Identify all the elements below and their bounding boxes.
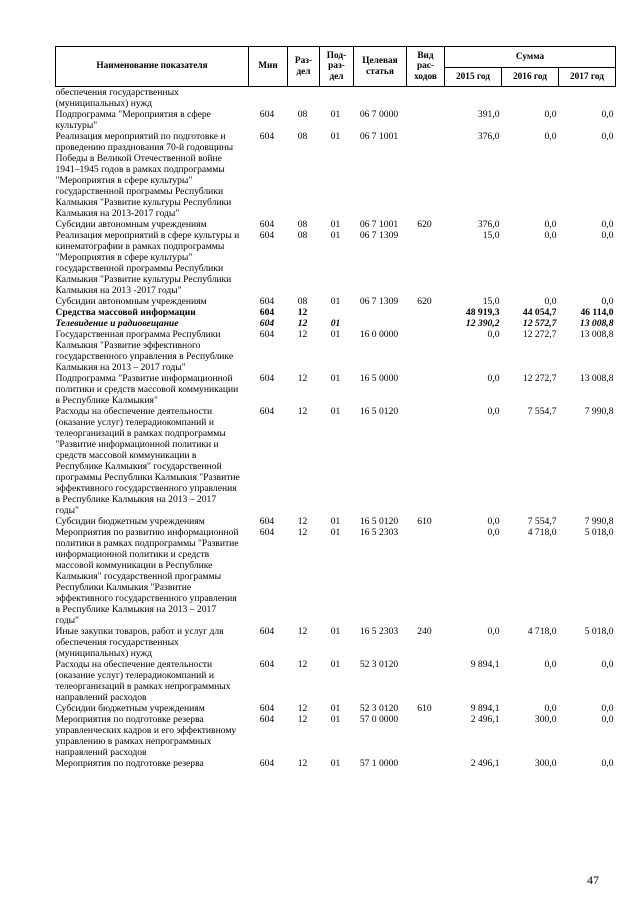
cell-2016: 0,0 <box>544 659 557 670</box>
cell-min: 604 <box>259 659 275 670</box>
cell-podrazdel: 01 <box>330 329 341 340</box>
cell-expense-type <box>407 527 445 626</box>
cell-name: обеспечения государственных (муниципальных) нужд <box>55 87 179 109</box>
cell-expense-type <box>407 87 445 110</box>
cell-2015 <box>445 87 502 110</box>
cell-razdel: 08 <box>297 131 308 142</box>
cell-podrazdel: 01 <box>330 758 341 769</box>
cell-min: 604 <box>259 714 275 725</box>
cell-podrazdel: 01 <box>330 296 341 307</box>
cell-2016: 4 718,0 <box>527 626 557 637</box>
cell-expense-type <box>407 406 445 516</box>
cell-2017: 46 114,0 <box>580 307 614 318</box>
cell-razdel: 08 <box>297 296 308 307</box>
cell-2016: 12 572,7 <box>522 318 557 329</box>
cell-podrazdel: 01 <box>330 714 341 725</box>
cell-expense-type <box>407 131 445 219</box>
cell-target-article: 16 5 0120 <box>359 406 399 417</box>
table-row <box>56 307 616 318</box>
header-podrazdel: Под- раз- дел <box>320 47 354 87</box>
cell-expense-type: 240 <box>417 626 432 637</box>
cell-razdel: 08 <box>297 230 308 241</box>
cell-2015: 376,0 <box>477 219 500 230</box>
cell-name: Мероприятия по подготовке резерва управленческих кадров и его эффективному управлению в рамках непрограммных направлений расходов <box>55 714 237 758</box>
cell-2016: 44 054,7 <box>522 307 557 318</box>
cell-2017: 5 018,0 <box>584 626 614 637</box>
table-row <box>56 318 616 329</box>
cell-expense-type <box>407 373 445 406</box>
cell-name: Государственная программа Республики Калмыкия "Развитие эффективного государственного управления в Республике Калмыкия на 2013 – 2017 годы" <box>55 329 234 373</box>
cell-2017: 0,0 <box>601 296 614 307</box>
cell-2017: 7 990,8 <box>584 516 614 527</box>
cell-min <box>249 87 288 110</box>
cell-min: 604 <box>259 318 275 329</box>
cell-name: Субсидии автономным учреждениям <box>55 219 207 230</box>
cell-2015: 2 496,1 <box>470 758 500 769</box>
cell-min: 604 <box>259 373 275 384</box>
header-2016: 2016 год <box>502 68 559 87</box>
table-row <box>56 230 616 296</box>
cell-target-article: 16 5 2303 <box>359 626 399 637</box>
cell-2016: 0,0 <box>544 230 557 241</box>
header-summa: Сумма <box>445 47 616 68</box>
header-2017: 2017 год <box>559 68 616 87</box>
cell-min: 604 <box>259 230 275 241</box>
cell-name: Подпрограмма "Мероприятия в сфере культуры" <box>55 109 211 131</box>
cell-2015: 9 894,1 <box>470 703 500 714</box>
cell-expense-type: 620 <box>417 296 432 307</box>
cell-min: 604 <box>259 703 275 714</box>
cell-2015: 0,0 <box>487 527 500 538</box>
cell-expense-type <box>407 659 445 703</box>
cell-name: Субсидии бюджетным учреждениям <box>55 703 205 714</box>
cell-razdel: 12 <box>297 329 308 340</box>
table-row <box>56 87 616 110</box>
cell-podrazdel <box>320 307 354 318</box>
cell-podrazdel: 01 <box>330 219 341 230</box>
table-row <box>56 758 616 769</box>
cell-2017: 0,0 <box>601 230 614 241</box>
cell-2016 <box>502 87 559 110</box>
cell-2016: 300,0 <box>534 758 557 769</box>
cell-target-article: 06 7 1309 <box>359 296 399 307</box>
cell-podrazdel: 01 <box>330 131 341 142</box>
table-row <box>56 714 616 758</box>
cell-2015: 0,0 <box>487 516 500 527</box>
cell-expense-type <box>407 230 445 296</box>
cell-2017: 0,0 <box>601 131 614 142</box>
table-header <box>56 47 616 87</box>
cell-2015: 48 919,3 <box>465 307 500 318</box>
cell-2016: 7 554,7 <box>527 406 557 417</box>
cell-razdel: 12 <box>297 373 308 384</box>
table-row <box>56 703 616 714</box>
cell-podrazdel: 01 <box>330 230 341 241</box>
cell-2016: 300,0 <box>534 714 557 725</box>
cell-2017: 0,0 <box>601 703 614 714</box>
cell-razdel: 12 <box>297 758 308 769</box>
cell-2016: 0,0 <box>544 109 557 120</box>
table-row <box>56 329 616 373</box>
cell-2017 <box>559 87 616 110</box>
table-row <box>56 659 616 703</box>
cell-min: 604 <box>259 406 275 417</box>
cell-target-article: 16 5 0120 <box>359 516 399 527</box>
cell-target-article: 57 0 0000 <box>359 714 399 725</box>
cell-2016: 0,0 <box>544 219 557 230</box>
cell-name: Подпрограмма "Развитие информационной политики и средств массовой коммуникации в Республике Калмыкия" <box>55 373 239 406</box>
cell-target-article: 16 5 0000 <box>359 373 399 384</box>
cell-2016: 0,0 <box>544 131 557 142</box>
cell-min: 604 <box>259 527 275 538</box>
cell-podrazdel: 01 <box>330 626 341 637</box>
cell-2015: 15,0 <box>482 296 500 307</box>
table-body <box>56 87 616 770</box>
cell-2015: 0,0 <box>487 626 500 637</box>
cell-expense-type <box>407 758 445 769</box>
cell-2016: 7 554,7 <box>527 516 557 527</box>
cell-2016: 12 272,7 <box>522 329 557 340</box>
cell-razdel: 12 <box>297 527 308 538</box>
header-name: Наименование показателя <box>56 47 249 87</box>
cell-2016: 0,0 <box>544 296 557 307</box>
table-row <box>56 131 616 219</box>
cell-2017: 13 008,8 <box>579 318 614 329</box>
cell-razdel <box>288 87 320 110</box>
cell-2017: 0,0 <box>601 758 614 769</box>
page-number: 47 <box>587 873 599 887</box>
cell-target-article: 06 7 1309 <box>359 230 399 241</box>
cell-podrazdel: 01 <box>330 527 341 538</box>
cell-target-article: 52 3 0120 <box>359 659 399 670</box>
cell-expense-type <box>407 109 445 131</box>
cell-razdel: 12 <box>297 516 308 527</box>
cell-min: 604 <box>259 758 275 769</box>
cell-expense-type <box>407 318 445 329</box>
table-row <box>56 516 616 527</box>
cell-podrazdel: 01 <box>330 318 341 329</box>
cell-min: 604 <box>259 109 275 120</box>
cell-podrazdel: 01 <box>330 659 341 670</box>
cell-2017: 0,0 <box>601 659 614 670</box>
cell-target-article <box>354 87 407 110</box>
cell-2017: 0,0 <box>601 219 614 230</box>
header-vid: Вид рас- ходов <box>407 47 445 87</box>
cell-podrazdel <box>320 87 354 110</box>
cell-target-article <box>354 318 407 329</box>
cell-2015: 0,0 <box>487 329 500 340</box>
cell-2017: 0,0 <box>601 109 614 120</box>
header-statya: Целевая статья <box>354 47 407 87</box>
table-row <box>56 219 616 230</box>
cell-expense-type: 620 <box>417 219 432 230</box>
cell-expense-type: 610 <box>417 703 432 714</box>
cell-target-article: 16 5 2303 <box>359 527 399 538</box>
table-row <box>56 406 616 516</box>
cell-min: 604 <box>259 219 275 230</box>
cell-expense-type: 610 <box>417 516 432 527</box>
cell-expense-type <box>407 307 445 318</box>
cell-min: 604 <box>259 131 275 142</box>
cell-target-article: 06 7 1001 <box>359 219 399 230</box>
table-row <box>56 109 616 131</box>
cell-min: 604 <box>259 329 275 340</box>
cell-min: 604 <box>259 516 275 527</box>
cell-name: Мероприятия по подготовке резерва <box>55 758 204 769</box>
table-row <box>56 373 616 406</box>
cell-2016: 0,0 <box>544 703 557 714</box>
budget-table <box>55 46 616 769</box>
cell-target-article: 06 7 1001 <box>359 131 399 142</box>
cell-2015: 15,0 <box>482 230 500 241</box>
table-row <box>56 296 616 307</box>
cell-name: Реализация мероприятий в сфере культуры и кинематографии в рамках подпрограммы "Мероприятия в сфере культуры" государственной программы Республики Калмыкия "Развитие культуры Республики Калмыкия на 2013 -2017 годы" <box>55 230 240 296</box>
cell-razdel: 12 <box>297 318 308 329</box>
cell-podrazdel: 01 <box>330 406 341 417</box>
table-row <box>56 527 616 626</box>
cell-min: 604 <box>259 296 275 307</box>
cell-razdel: 08 <box>297 219 308 230</box>
table-row <box>56 626 616 659</box>
cell-target-article: 52 3 0120 <box>359 703 399 714</box>
cell-razdel: 12 <box>297 406 308 417</box>
cell-podrazdel: 01 <box>330 373 341 384</box>
cell-podrazdel: 01 <box>330 703 341 714</box>
cell-2015: 391,0 <box>477 109 500 120</box>
cell-2016: 12 272,7 <box>522 373 557 384</box>
cell-razdel: 12 <box>297 714 308 725</box>
cell-name: Расходы на обеспечение деятельности (оказание услуг) телерадиокомпаний и телеорганизаций в рамках непрограммных направлений расходов <box>55 659 231 703</box>
cell-razdel: 12 <box>297 626 308 637</box>
cell-podrazdel: 01 <box>330 109 341 120</box>
cell-razdel: 08 <box>297 109 308 120</box>
cell-2016: 4 718,0 <box>527 527 557 538</box>
cell-expense-type <box>407 714 445 758</box>
header-razdel: Раз- дел <box>288 47 320 87</box>
header-min: Мин <box>249 47 288 87</box>
cell-razdel: 12 <box>297 307 308 318</box>
cell-target-article <box>354 307 407 318</box>
cell-min: 604 <box>259 626 275 637</box>
cell-min: 604 <box>259 307 275 318</box>
cell-name: Средства массовой информации <box>55 307 196 318</box>
cell-razdel: 12 <box>297 703 308 714</box>
header-2015: 2015 год <box>445 68 502 87</box>
cell-expense-type <box>407 329 445 373</box>
cell-2017: 13 008,8 <box>579 329 614 340</box>
cell-name: Мероприятия по развитию информационной политики в рамках подпрограммы "Развитие информационной политики и средств массовой коммуникации в Республике Калмыкия" государственной программы Республики Калмыкия "Развитие эффективного государственного управления в Республике Калмыкия на 2013 – 2017 годы" <box>55 527 239 626</box>
cell-2017: 0,0 <box>601 714 614 725</box>
cell-2017: 5 018,0 <box>584 527 614 538</box>
cell-target-article: 57 1 0000 <box>359 758 399 769</box>
cell-target-article: 16 0 0000 <box>359 329 399 340</box>
cell-name: Реализация мероприятий по подготовке и проведению празднования 70-й годовщины Победы в Великой Отечественной войне 1941–1945 годов в рамках подпрограммы "Мероприятия в сфере культуры" государственной программы Республики Калмыкия "Развитие культуры Республики Калмыкия на 2013-2017 годы" <box>55 131 234 219</box>
cell-2017: 7 990,8 <box>584 406 614 417</box>
cell-razdel: 12 <box>297 659 308 670</box>
cell-2015: 2 496,1 <box>470 714 500 725</box>
cell-target-article: 06 7 0000 <box>359 109 399 120</box>
cell-name: Субсидии бюджетным учреждениям <box>55 516 205 527</box>
cell-name: Субсидии автономным учреждениям <box>55 296 207 307</box>
cell-2015: 12 390,2 <box>465 318 500 329</box>
cell-podrazdel: 01 <box>330 516 341 527</box>
cell-2015: 376,0 <box>477 131 500 142</box>
cell-2015: 0,0 <box>487 373 500 384</box>
cell-name: Иные закупки товаров, работ и услуг для обеспечения государственных (муниципальных) нужд <box>55 626 224 659</box>
cell-2015: 9 894,1 <box>470 659 500 670</box>
cell-name: Телевидение и радиовещание <box>55 318 179 329</box>
cell-name: Расходы на обеспечение деятельности (оказание услуг) телерадиокомпаний и телеорганизаций в рамках подпрограммы "Развитие информационной политики и средств массовой коммуникации в Республике Калмыкия" государственной программы Республики Калмыкия "Развитие эффективного государственного управления в Республике Калмыкия на 2013 – 2017 годы" <box>55 406 240 516</box>
cell-2015: 0,0 <box>487 406 500 417</box>
cell-2017: 13 008,8 <box>579 373 614 384</box>
